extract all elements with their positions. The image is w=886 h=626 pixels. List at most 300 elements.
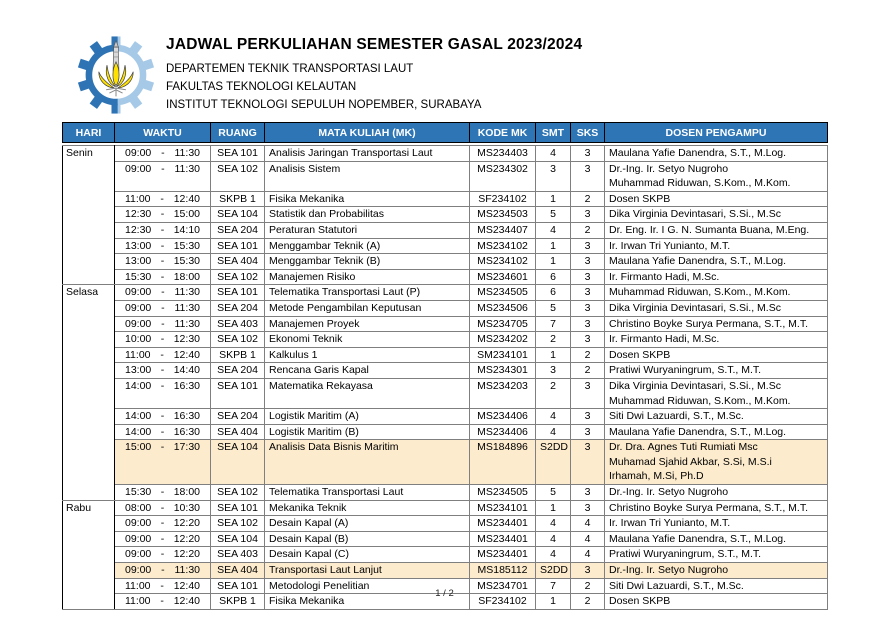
day-group xyxy=(63,285,828,500)
schedule-table xyxy=(62,145,828,610)
cell-room: SEA 101 xyxy=(211,578,265,594)
cell-sks: 3 xyxy=(571,500,605,516)
cell-room: SEA 102 xyxy=(211,485,265,501)
cell-sks: 3 xyxy=(571,378,605,408)
cell-course: Mekanika Teknik xyxy=(265,500,470,516)
cell-smt: 3 xyxy=(536,161,571,191)
schedule-table-wrap xyxy=(62,122,827,610)
schedule-row xyxy=(63,363,828,379)
cell-room: SEA 102 xyxy=(211,516,265,532)
cell-code: MS234401 xyxy=(470,531,536,547)
cell-lecturers xyxy=(605,146,828,162)
lecturer-name: Ir. Firmanto Hadi, M.Sc. xyxy=(609,333,720,346)
cell-sks: 2 xyxy=(571,363,605,379)
waktu-start: 14:00 xyxy=(125,410,152,423)
cell-course: Metode Pengambilan Keputusan xyxy=(265,300,470,316)
cell-course: Analisis Sistem xyxy=(265,161,470,191)
cell-smt: S2DD xyxy=(536,440,571,485)
waktu-start: 15:30 xyxy=(125,486,152,499)
cell-course: Ekonomi Teknik xyxy=(265,332,470,348)
waktu-dash: - xyxy=(161,564,165,577)
cell-course: Rencana Garis Kapal xyxy=(265,363,470,379)
waktu-dash: - xyxy=(160,548,165,561)
column-header: DOSEN PENGAMPU xyxy=(605,123,828,143)
cell-code: SF234102 xyxy=(470,191,536,207)
cell-code: MS184896 xyxy=(470,440,536,485)
column-header-row xyxy=(63,123,828,143)
waktu-start: 09:00 xyxy=(125,532,152,545)
schedule-row xyxy=(63,531,828,547)
cell-course: Telematika Transportasi Laut xyxy=(265,485,470,501)
cell-course: Manajemen Proyek xyxy=(265,316,470,332)
cell-smt: 4 xyxy=(536,222,571,238)
waktu-start: 13:00 xyxy=(125,255,152,268)
waktu-dash: - xyxy=(161,286,165,299)
cell-code: MS234505 xyxy=(470,285,536,301)
waktu-end: 18:00 xyxy=(173,270,200,283)
cell-lecturers xyxy=(605,378,828,408)
lecturer-name: Dika Virginia Devintasari, S.Si., M.Sc xyxy=(609,301,781,314)
cell-lecturers xyxy=(605,285,828,301)
cell-lecturers xyxy=(605,300,828,316)
lecturer-name: Ir. Irwan Tri Yunianto, M.T. xyxy=(609,239,731,252)
cell-sks: 4 xyxy=(571,531,605,547)
cell-room: SEA 101 xyxy=(211,238,265,254)
waktu-start: 14:00 xyxy=(125,379,152,392)
cell-room: SEA 404 xyxy=(211,424,265,440)
schedule-row xyxy=(63,222,828,238)
lecturer-name: Christino Boyke Surya Permana, S.T., M.T. xyxy=(609,501,808,514)
cell-time xyxy=(115,516,211,532)
cell-time xyxy=(115,285,211,301)
waktu-start: 11:00 xyxy=(125,348,151,361)
institute-line: INSTITUT TEKNOLOGI SEPULUH NOPEMBER, SURABAYA xyxy=(166,99,482,111)
cell-time xyxy=(115,424,211,440)
cell-room: SEA 204 xyxy=(211,300,265,316)
waktu-start: 12:30 xyxy=(125,223,152,236)
cell-time xyxy=(115,146,211,162)
schedule-row xyxy=(63,547,828,563)
cell-code: MS234101 xyxy=(470,500,536,516)
schedule-row xyxy=(63,485,828,501)
schedule-row xyxy=(63,409,828,425)
waktu-dash: - xyxy=(160,501,165,514)
lecturer-name: Muhammad Riduwan, S.Kom., M.Kom. xyxy=(609,286,791,299)
cell-time xyxy=(115,563,211,579)
lecturer-name: Dosen SKPB xyxy=(609,348,671,361)
cell-course: Statistik dan Probabilitas xyxy=(265,207,470,223)
cell-code: MS234401 xyxy=(470,516,536,532)
cell-code: MS234403 xyxy=(470,146,536,162)
waktu-end: 11:30 xyxy=(174,147,200,159)
cell-time xyxy=(115,222,211,238)
cell-sks: 3 xyxy=(571,254,605,270)
cell-course: Metodologi Penelitian xyxy=(265,578,470,594)
waktu-end: 15:30 xyxy=(173,255,200,268)
waktu-end: 11:30 xyxy=(174,301,200,314)
schedule-row xyxy=(63,254,828,270)
cell-sks: 3 xyxy=(571,485,605,501)
waktu-dash: - xyxy=(160,441,165,454)
cell-course: Fisika Mekanika xyxy=(265,594,470,610)
waktu-dash: - xyxy=(160,270,165,283)
waktu-dash: - xyxy=(160,364,165,377)
cell-code: SF234102 xyxy=(470,594,536,610)
cell-sks: 2 xyxy=(571,578,605,594)
waktu-dash: - xyxy=(160,579,164,592)
cell-code: MS234203 xyxy=(470,378,536,408)
waktu-start: 09:00 xyxy=(125,564,152,577)
cell-room: SKPB 1 xyxy=(211,594,265,610)
page-indicator: 1 / 2 xyxy=(435,588,454,599)
cell-lecturers xyxy=(605,531,828,547)
cell-sks: 3 xyxy=(571,238,605,254)
lecturer-name: Pratiwi Wuryaningrum, S.T., M.T. xyxy=(609,548,762,561)
waktu-start: 08:00 xyxy=(125,501,152,514)
cell-room: SEA 204 xyxy=(211,409,265,425)
column-header: SMT xyxy=(536,123,571,143)
lecturer-name: Dr. Eng. Ir. I G. N. Sumanta Buana, M.Eng. xyxy=(609,223,810,236)
waktu-end: 15:30 xyxy=(173,239,200,252)
waktu-start: 09:00 xyxy=(125,286,152,299)
cell-room: SEA 104 xyxy=(211,207,265,223)
cell-smt: 5 xyxy=(536,300,571,316)
schedule-header-table xyxy=(62,122,828,143)
cell-time xyxy=(115,547,211,563)
cell-code: MS234301 xyxy=(470,363,536,379)
cell-sks: 3 xyxy=(571,424,605,440)
cell-room: SEA 104 xyxy=(211,531,265,547)
schedule-row xyxy=(63,146,828,162)
schedule-row xyxy=(63,207,828,223)
waktu-end: 11:30 xyxy=(174,564,200,577)
cell-smt: 1 xyxy=(536,254,571,270)
lecturer-name: Ir. Irwan Tri Yunianto, M.T. xyxy=(609,517,731,530)
column-header: MATA KULIAH (MK) xyxy=(265,123,470,143)
cell-lecturers xyxy=(605,207,828,223)
cell-sks: 2 xyxy=(571,191,605,207)
cell-smt: 4 xyxy=(536,516,571,532)
cell-smt: 2 xyxy=(536,332,571,348)
waktu-end: 18:00 xyxy=(173,486,200,499)
waktu-start: 15:00 xyxy=(125,441,152,454)
cell-sks: 3 xyxy=(571,146,605,162)
lecturer-name: Siti Dwi Lazuardi, S.T., M.Sc. xyxy=(609,410,744,423)
waktu-dash: - xyxy=(161,162,165,175)
cell-room: SEA 101 xyxy=(211,146,265,162)
waktu-end: 12:20 xyxy=(173,517,200,530)
cell-smt: 2 xyxy=(536,378,571,408)
cell-sks: 3 xyxy=(571,269,605,285)
lecturer-name: Maulana Yafie Danendra, S.T., M.Log. xyxy=(609,532,787,545)
waktu-start: 09:00 xyxy=(125,301,152,314)
waktu-end: 12:30 xyxy=(173,333,200,346)
lecturer-name: Pratiwi Wuryaningrum, S.T., M.T. xyxy=(609,364,762,377)
lecturer-name: Christino Boyke Surya Permana, S.T., M.T. xyxy=(609,317,808,330)
lecturer-name: Muhamad Sjahid Akbar, S.Si, M.S.i xyxy=(609,455,772,468)
cell-lecturers xyxy=(605,485,828,501)
cell-code: MS234506 xyxy=(470,300,536,316)
cell-smt: 6 xyxy=(536,285,571,301)
day-group xyxy=(63,146,828,285)
schedule-row xyxy=(63,161,828,191)
waktu-dash: - xyxy=(160,192,164,205)
cell-time xyxy=(115,300,211,316)
column-header: HARI xyxy=(63,123,115,143)
column-header: WAKTU xyxy=(115,123,211,143)
waktu-dash: - xyxy=(160,223,165,236)
waktu-end: 14:10 xyxy=(173,223,200,236)
schedule-row xyxy=(63,440,828,485)
lecturer-name: Dika Virginia Devintasari, S.Si., M.Sc xyxy=(609,379,781,392)
waktu-end: 16:30 xyxy=(173,379,200,392)
cell-sks: 2 xyxy=(571,222,605,238)
cell-smt: 5 xyxy=(536,207,571,223)
cell-code: MS234302 xyxy=(470,161,536,191)
cell-room: SEA 102 xyxy=(211,161,265,191)
waktu-start: 09:00 xyxy=(125,317,152,330)
lecturer-name: Dr.-Ing. Ir. Setyo Nugroho xyxy=(609,486,729,499)
lecturer-name: Maulana Yafie Danendra, S.T., M.Log. xyxy=(609,147,787,159)
schedule-row xyxy=(63,424,828,440)
waktu-end: 12:40 xyxy=(173,192,200,205)
cell-code: MS234407 xyxy=(470,222,536,238)
schedule-row xyxy=(63,500,828,516)
cell-time xyxy=(115,332,211,348)
cell-code: SM234101 xyxy=(470,347,536,363)
faculty-line: FAKULTAS TEKNOLOGI KELAUTAN xyxy=(166,81,357,93)
waktu-start: 09:00 xyxy=(125,147,152,159)
cell-time xyxy=(115,238,211,254)
cell-room: SEA 204 xyxy=(211,222,265,238)
cell-lecturers xyxy=(605,332,828,348)
cell-time xyxy=(115,347,211,363)
cell-room: SEA 104 xyxy=(211,440,265,485)
cell-course: Analisis Jaringan Transportasi Laut xyxy=(265,146,470,162)
waktu-dash: - xyxy=(160,348,164,361)
cell-smt: 1 xyxy=(536,191,571,207)
cell-time xyxy=(115,500,211,516)
its-logo-icon xyxy=(74,34,158,116)
cell-room: SEA 204 xyxy=(211,363,265,379)
waktu-dash: - xyxy=(160,486,165,499)
cell-smt: 7 xyxy=(536,316,571,332)
cell-sks: 2 xyxy=(571,347,605,363)
cell-code: MS234202 xyxy=(470,332,536,348)
schedule-row xyxy=(63,269,828,285)
cell-room: SEA 404 xyxy=(211,563,265,579)
cell-course: Desain Kapal (B) xyxy=(265,531,470,547)
cell-time xyxy=(115,191,211,207)
waktu-dash: - xyxy=(161,301,165,314)
cell-sks: 2 xyxy=(571,594,605,610)
cell-smt: 4 xyxy=(536,146,571,162)
cell-room: SEA 101 xyxy=(211,285,265,301)
cell-smt: 1 xyxy=(536,347,571,363)
waktu-end: 11:30 xyxy=(174,286,200,299)
waktu-end: 11:30 xyxy=(174,317,200,330)
waktu-start: 11:00 xyxy=(125,192,151,205)
cell-code: MS234505 xyxy=(470,485,536,501)
lecturer-name: Maulana Yafie Danendra, S.T., M.Log. xyxy=(609,425,787,438)
waktu-start: 15:30 xyxy=(125,270,152,283)
cell-time xyxy=(115,440,211,485)
column-header: SKS xyxy=(571,123,605,143)
cell-day: Selasa xyxy=(63,285,115,500)
cell-code: MS185112 xyxy=(470,563,536,579)
waktu-start: 11:00 xyxy=(125,595,151,608)
cell-lecturers xyxy=(605,409,828,425)
cell-course: Manajemen Risiko xyxy=(265,269,470,285)
cell-course: Peraturan Statutori xyxy=(265,222,470,238)
lecturer-name: Muhammad Riduwan, S.Kom., M.Kom. xyxy=(609,177,791,190)
waktu-start: 11:00 xyxy=(125,579,151,592)
cell-day: Rabu xyxy=(63,500,115,609)
its-logo xyxy=(74,34,158,116)
cell-course: Fisika Mekanika xyxy=(265,191,470,207)
cell-lecturers xyxy=(605,161,828,191)
document-title: JADWAL PERKULIAHAN SEMESTER GASAL 2023/2024 xyxy=(166,36,583,53)
waktu-end: 17:30 xyxy=(173,441,200,454)
waktu-dash: - xyxy=(161,317,165,330)
cell-room: SEA 102 xyxy=(211,332,265,348)
waktu-dash: - xyxy=(160,255,165,268)
waktu-start: 09:00 xyxy=(125,517,152,530)
waktu-end: 14:40 xyxy=(173,364,200,377)
cell-time xyxy=(115,161,211,191)
waktu-dash: - xyxy=(160,517,165,530)
cell-sks: 3 xyxy=(571,440,605,485)
waktu-dash: - xyxy=(161,147,165,159)
cell-lecturers xyxy=(605,363,828,379)
cell-lecturers xyxy=(605,347,828,363)
cell-time xyxy=(115,531,211,547)
cell-smt: 4 xyxy=(536,409,571,425)
lecturer-name: Dosen SKPB xyxy=(609,595,671,608)
cell-time xyxy=(115,363,211,379)
lecturer-name: Dr.-Ing. Ir. Setyo Nugroho xyxy=(609,162,729,175)
cell-code: MS234705 xyxy=(470,316,536,332)
waktu-end: 15:00 xyxy=(173,208,200,221)
schedule-row xyxy=(63,516,828,532)
schedule-row xyxy=(63,378,828,408)
waktu-end: 12:20 xyxy=(173,548,200,561)
cell-room: SEA 403 xyxy=(211,547,265,563)
cell-room: SEA 403 xyxy=(211,316,265,332)
cell-smt: 3 xyxy=(536,363,571,379)
waktu-start: 09:00 xyxy=(125,548,152,561)
cell-time xyxy=(115,207,211,223)
waktu-end: 16:30 xyxy=(173,410,200,423)
cell-sks: 3 xyxy=(571,409,605,425)
page-footer xyxy=(62,588,827,599)
waktu-start: 12:30 xyxy=(125,208,152,221)
cell-course: Desain Kapal (A) xyxy=(265,516,470,532)
cell-code: MS234406 xyxy=(470,409,536,425)
waktu-dash: - xyxy=(160,333,165,346)
waktu-dash: - xyxy=(160,425,165,438)
waktu-dash: - xyxy=(160,379,165,392)
cell-lecturers xyxy=(605,238,828,254)
cell-time xyxy=(115,409,211,425)
title-block xyxy=(166,34,582,114)
column-header: KODE MK xyxy=(470,123,536,143)
cell-sks: 4 xyxy=(571,547,605,563)
cell-sks: 3 xyxy=(571,332,605,348)
column-header: RUANG xyxy=(211,123,265,143)
waktu-dash: - xyxy=(160,239,165,252)
cell-code: MS234406 xyxy=(470,424,536,440)
waktu-end: 12:40 xyxy=(173,579,200,592)
cell-room: SKPB 1 xyxy=(211,347,265,363)
cell-code: MS234601 xyxy=(470,269,536,285)
waktu-end: 16:30 xyxy=(173,425,200,438)
cell-lecturers xyxy=(605,269,828,285)
schedule-row xyxy=(63,191,828,207)
lecturer-name: Dika Virginia Devintasari, S.Si., M.Sc xyxy=(609,208,781,221)
waktu-dash: - xyxy=(160,595,164,608)
cell-sks: 4 xyxy=(571,516,605,532)
cell-code: MS234102 xyxy=(470,254,536,270)
waktu-end: 12:20 xyxy=(173,532,200,545)
cell-smt: 1 xyxy=(536,500,571,516)
cell-lecturers xyxy=(605,500,828,516)
cell-smt: 4 xyxy=(536,531,571,547)
lecturer-name: Dr. Dra. Agnes Tuti Rumiati Msc xyxy=(609,441,758,454)
waktu-end: 12:40 xyxy=(173,595,200,608)
cell-lecturers xyxy=(605,316,828,332)
cell-smt: 7 xyxy=(536,578,571,594)
waktu-start: 13:00 xyxy=(125,239,152,252)
cell-course: Menggambar Teknik (B) xyxy=(265,254,470,270)
cell-course: Desain Kapal (C) xyxy=(265,547,470,563)
cell-course: Telematika Transportasi Laut (P) xyxy=(265,285,470,301)
cell-code: MS234401 xyxy=(470,547,536,563)
cell-course: Menggambar Teknik (A) xyxy=(265,238,470,254)
document-header xyxy=(74,34,886,116)
lecturer-name: Ir. Firmanto Hadi, M.Sc. xyxy=(609,270,720,283)
lecturer-name: Siti Dwi Lazuardi, S.T., M.Sc. xyxy=(609,579,744,592)
cell-smt: 6 xyxy=(536,269,571,285)
schedule-row xyxy=(63,238,828,254)
cell-smt: 4 xyxy=(536,547,571,563)
waktu-start: 09:00 xyxy=(125,162,152,175)
schedule-row xyxy=(63,332,828,348)
cell-lecturers xyxy=(605,191,828,207)
cell-time xyxy=(115,254,211,270)
schedule-row xyxy=(63,563,828,579)
cell-sks: 3 xyxy=(571,300,605,316)
schedule-row xyxy=(63,347,828,363)
schedule-row xyxy=(63,316,828,332)
department-line: DEPARTEMEN TEKNIK TRANSPORTASI LAUT xyxy=(166,63,414,75)
waktu-dash: - xyxy=(160,208,165,221)
lecturer-name: Maulana Yafie Danendra, S.T., M.Log. xyxy=(609,255,787,268)
waktu-end: 12:40 xyxy=(173,348,200,361)
schedule-row xyxy=(63,285,828,301)
waktu-start: 13:00 xyxy=(125,364,152,377)
lecturer-name: Muhammad Riduwan, S.Kom., M.Kom. xyxy=(609,394,791,407)
cell-sks: 3 xyxy=(571,563,605,579)
cell-lecturers xyxy=(605,222,828,238)
cell-lecturers xyxy=(605,547,828,563)
cell-smt: 4 xyxy=(536,424,571,440)
waktu-end: 10:30 xyxy=(173,501,200,514)
cell-code: MS234503 xyxy=(470,207,536,223)
cell-course: Logistik Maritim (A) xyxy=(265,409,470,425)
cell-room: SKPB 1 xyxy=(211,191,265,207)
schedule-row xyxy=(63,300,828,316)
